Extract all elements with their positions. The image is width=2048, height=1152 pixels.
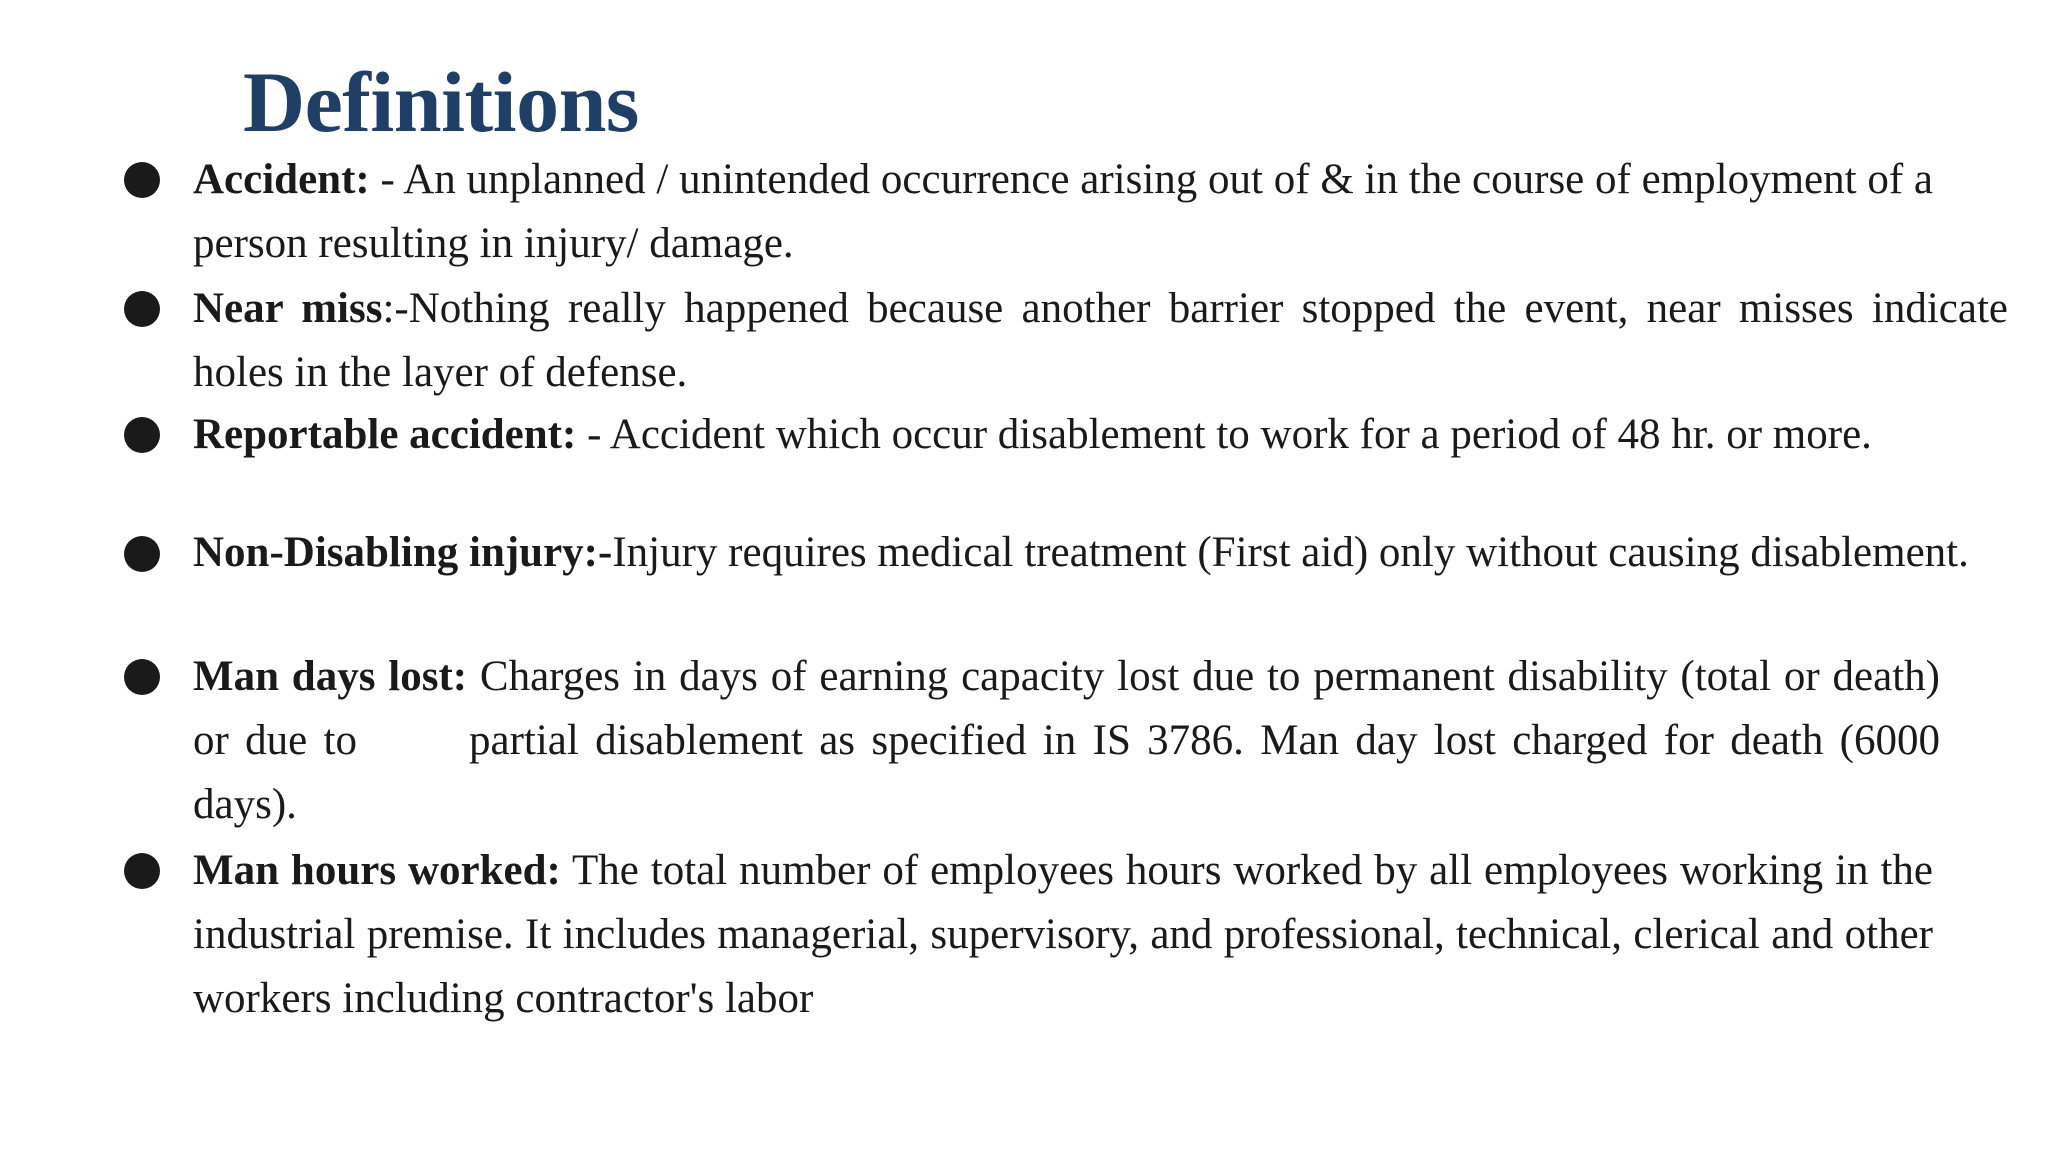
definition-body-continued: partial disablement as specified in IS 3786. Man day lost charged for death (6000 days).: [193, 717, 1941, 828]
definition-text: [193, 645, 1940, 837]
bullet-icon: [124, 659, 160, 695]
definition-term: Non-Disabling injury:-: [193, 529, 613, 576]
definition-body: - An unplanned / unintended occurrence arising out of & in the course of employment of a person resulting in injury/ damage.: [193, 156, 1933, 267]
definition-text: [193, 839, 1933, 1031]
definition-term: Accident:: [193, 156, 370, 203]
definition-text: [193, 148, 1933, 276]
definition-body: Injury requires medical treatment (First aid) only without causing disablement.: [612, 529, 1969, 576]
bullet-icon: [124, 853, 160, 889]
bullet-icon: [124, 417, 160, 453]
definition-term: Reportable accident:: [193, 411, 577, 458]
page-title: Definitions: [243, 54, 639, 150]
definition-text: [193, 277, 2008, 405]
bullet-icon: [124, 536, 160, 572]
definition-term: Man hours worked:: [193, 847, 561, 894]
definition-term: Man days lost:: [193, 653, 468, 700]
bullet-icon: [124, 162, 160, 198]
definition-body: :-Nothing really happened because another barrier stopped the event, near misses indicate holes in the layer of defense.: [193, 285, 2008, 396]
definition-body: The total number of employees hours worked by all employees working in the industrial premise. It includes managerial, supervisory, and professional, technical, clerical and other workers including contractor's labor: [193, 847, 1933, 1022]
definition-term: Near miss: [193, 285, 383, 332]
definition-text: [193, 406, 2008, 464]
definition-body: Charges in days of earning capacity lost due to permanent disability (total or death) or due to: [193, 653, 1940, 764]
definition-body: - Accident which occur disablement to work for a period of 48 hr. or more.: [576, 411, 1872, 458]
definition-text: [193, 524, 2008, 582]
bullet-icon: [124, 291, 160, 327]
